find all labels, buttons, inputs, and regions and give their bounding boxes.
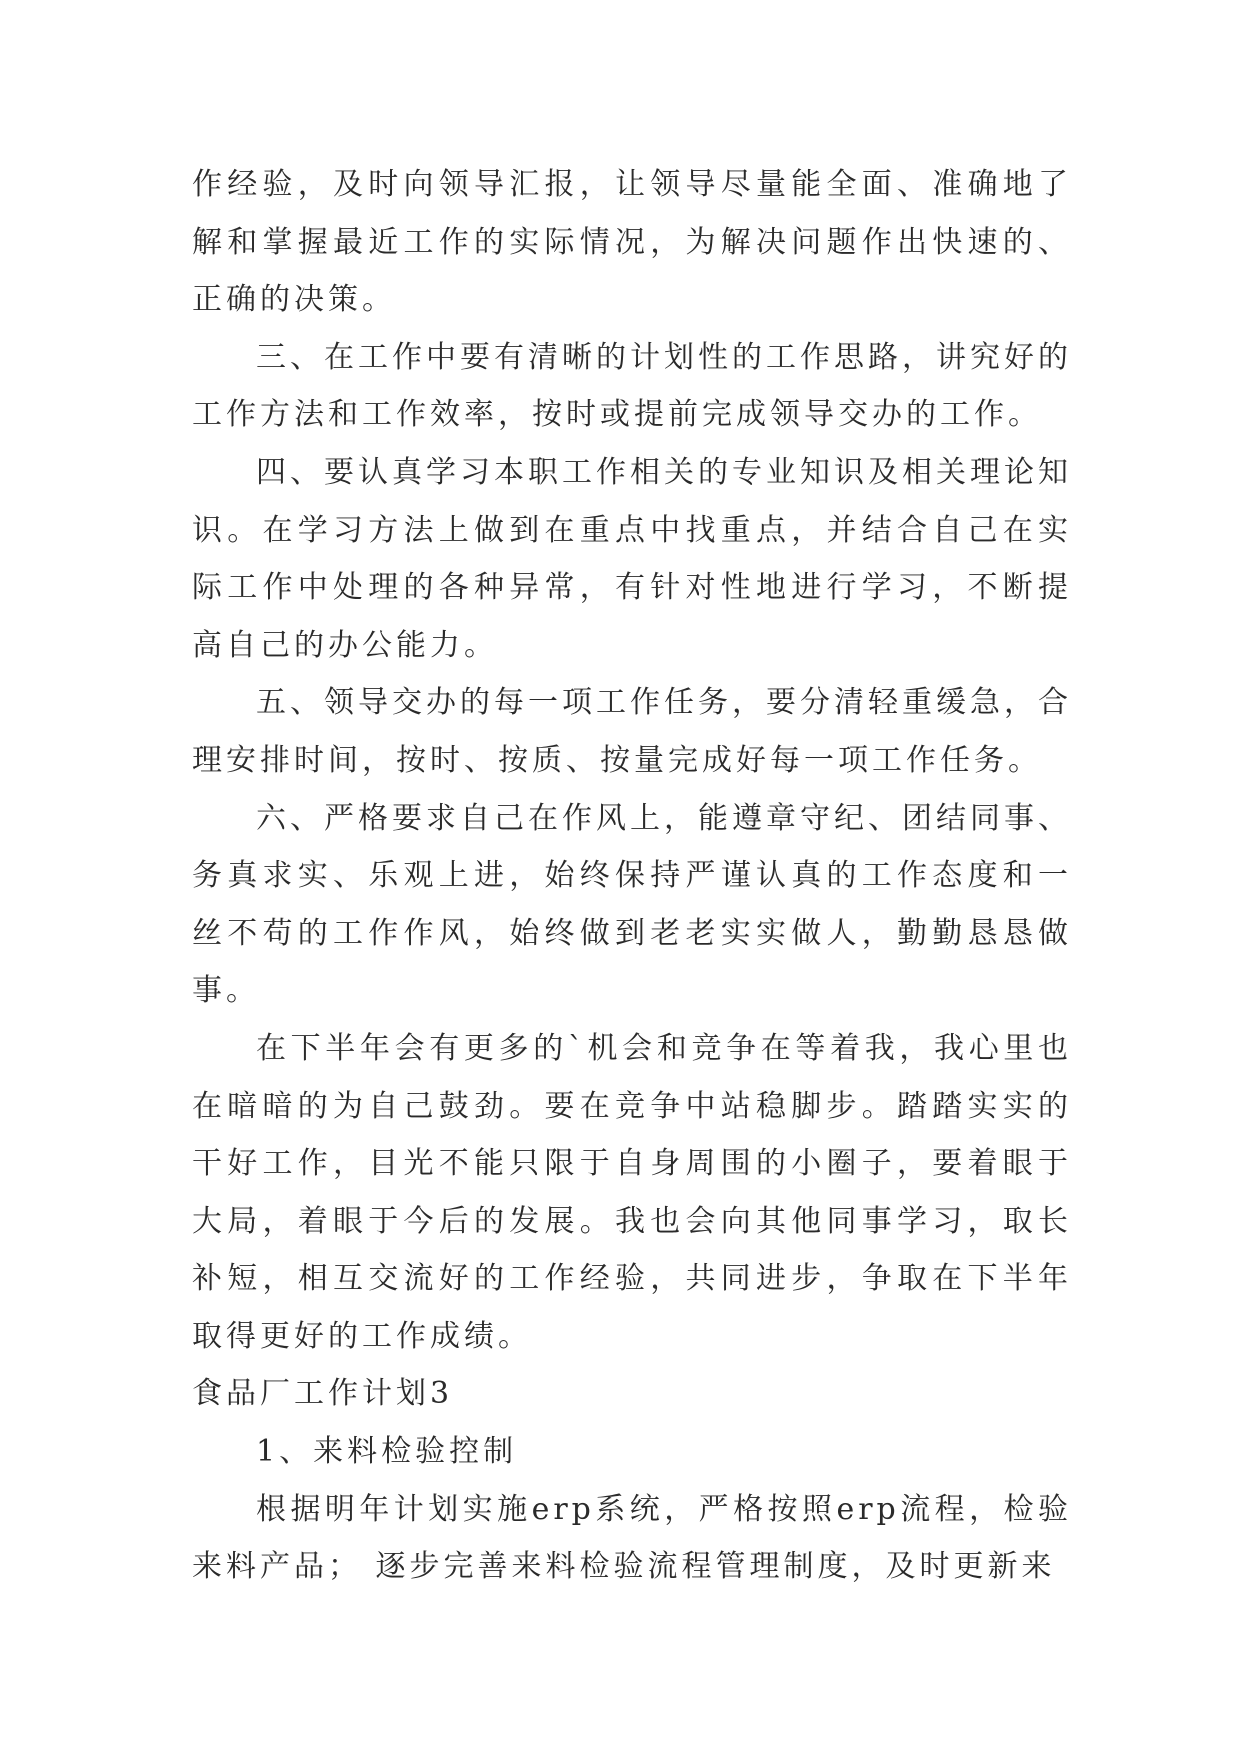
- paragraph-3: 四、要认真学习本职工作相关的专业知识及相关理论知识。在学习方法上做到在重点中找重点，并结合自己在实际工作中处理的各种异常，有针对性地进行学习，不断提高自己的办公能力。: [192, 454, 1072, 663]
- paragraph-4: 五、领导交办的每一项工作任务，要分清轻重缓急，合理安排时间，按时、按质、按量完成好每一项工作任务。: [192, 685, 1072, 778]
- document-body: [192, 156, 1072, 1596]
- paragraph-1: 作经验，及时向领导汇报，让领导尽量能全面、准确地了解和掌握最近工作的实际情况，为解决问题作出快速的、正确的决策。: [192, 167, 1072, 318]
- paragraph-final: 根据明年计划实施erp系统，严格按照erp流程，检验来料产品； 逐步完善来料检验流程管理制度，及时更新来: [192, 1491, 1072, 1585]
- paragraph-2: 三、在工作中要有清晰的计划性的工作思路，讲究好的工作方法和工作效率，按时或提前完成领导交办的工作。: [192, 339, 1072, 433]
- subsection-title: 1、来料检验控制: [256, 1434, 518, 1470]
- paragraph-5: 六、严格要求自己在作风上，能遵章守纪、团结同事、务真求实、乐观上进，始终保持严谨认真的工作态度和一丝不苟的工作作风，始终做到老老实实做人，勤勤恳恳做事。: [192, 800, 1072, 1009]
- paragraph-6: 在下半年会有更多的`机会和竞争在等着我，我心里也在暗暗的为自己鼓劲。要在竞争中站稳脚步。踏踏实实的干好工作，目光不能只限于自身周围的小圈子，要着眼于大局，着眼于今后的发展。我也会向其他同事学习，取长补短，相互交流好的工作经验，共同进步，争取在下半年取得更好的工作成绩。: [192, 1030, 1072, 1354]
- section-title: 食品厂工作计划3: [192, 1376, 454, 1412]
